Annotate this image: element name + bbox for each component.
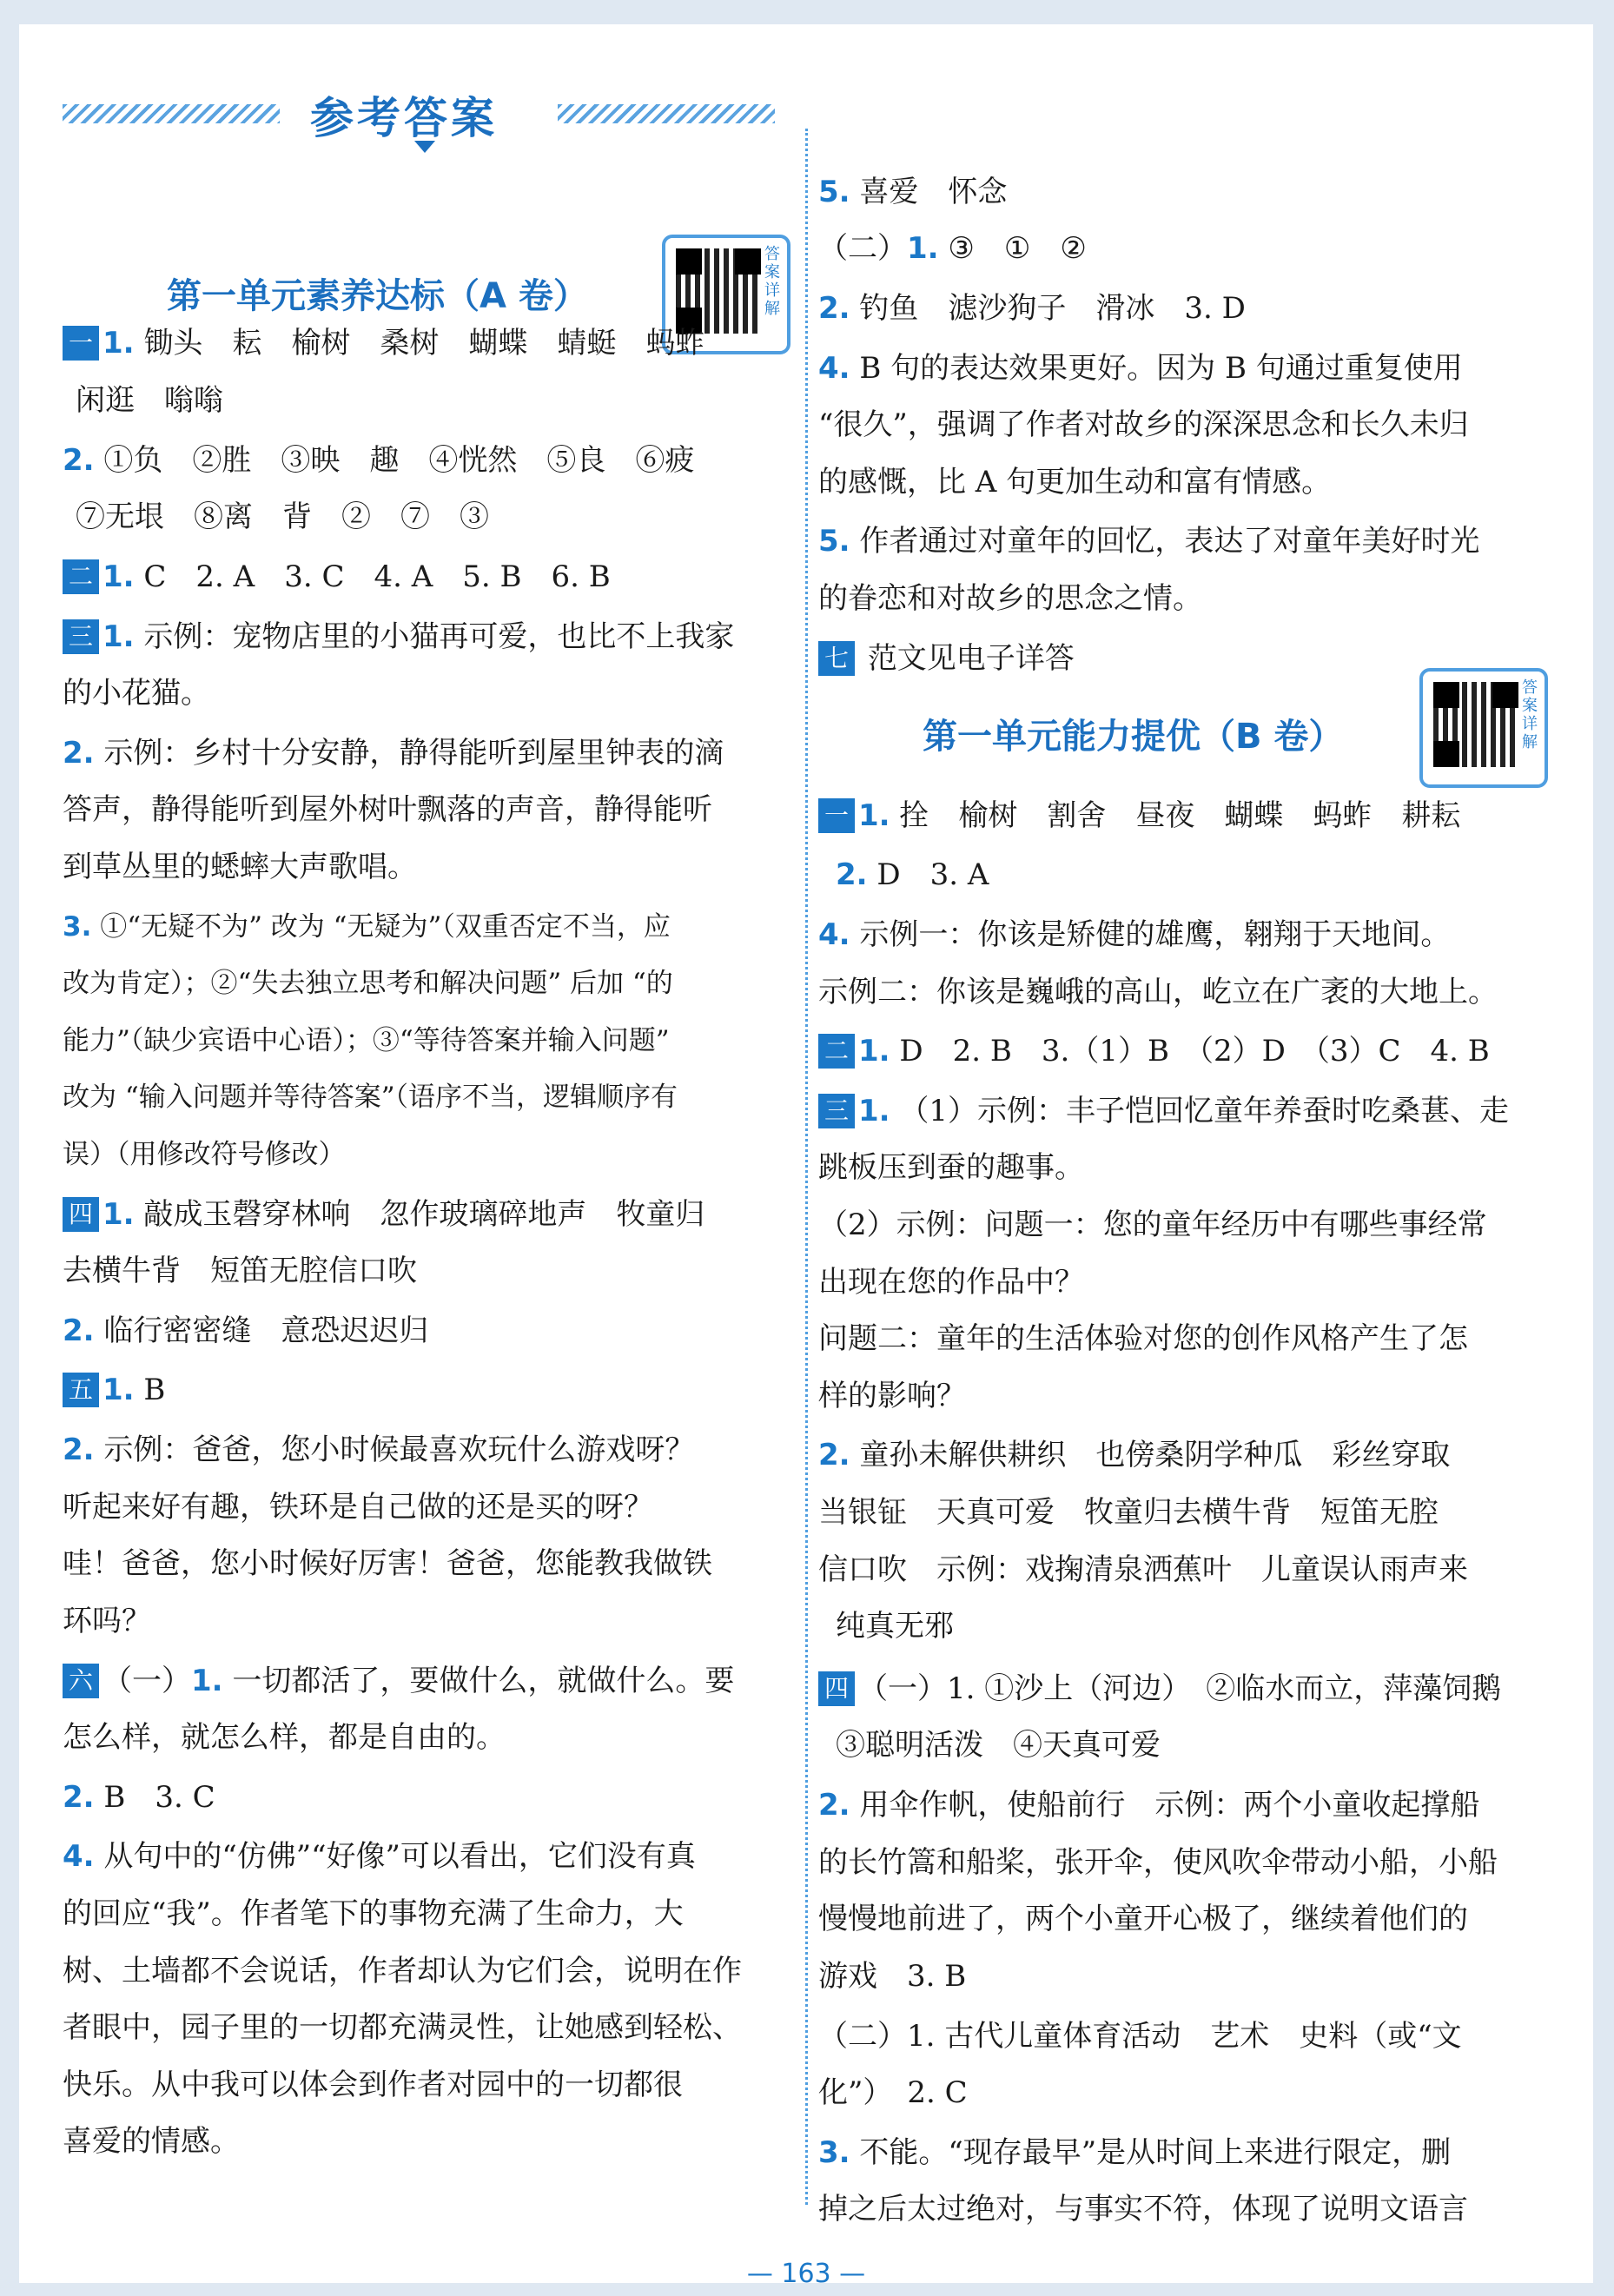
answer-line: 2. D 3. A: [836, 857, 989, 892]
answer-line: 答声，静得能听到屋外树叶飘落的声音，静得能听: [63, 792, 712, 827]
answer-line: 听起来好有趣，铁环是自己做的还是买的呀？: [63, 1490, 653, 1525]
section-badge: 四: [63, 1197, 99, 1232]
answer-line: 3. 不能。“现存最早”是从时间上来进行限定，删: [818, 2135, 1452, 2170]
main-title: [63, 83, 775, 144]
section-badge: 二: [63, 559, 99, 594]
answer-line: 改为 “输入问题并等待答案”（语序不当，逻辑顺序有: [63, 1082, 678, 1113]
answer-line: 4. 从句中的“仿佛”“好像”可以看出，它们没有真: [63, 1839, 696, 1874]
answer-line: 当银钲 天真可爱 牧童归去横牛背 短笛无腔: [818, 1495, 1439, 1530]
answer-line: 的感慨，比 A 句更加生动和富有情感。: [818, 465, 1332, 500]
title-arrow-icon: [414, 141, 435, 153]
answer-line: 2. ①负 ②胜 ③映 趣 ④恍然 ⑤良 ⑥疲: [63, 443, 695, 478]
answer-line: 一 1. 锄头 耘 榆树 桑树 蝴蝶 蜻蜓 蚂蚱: [63, 322, 801, 364]
answer-line: 快乐。从中我可以体会到作者对园中的一切都很: [63, 2068, 683, 2102]
section-badge: 二: [818, 1034, 855, 1069]
answer-line: 2. 临行密密缝 意恐迟迟归: [63, 1313, 429, 1348]
qr-label: 答案详解: [764, 245, 780, 318]
title-stripe-left: [63, 104, 280, 123]
answer-line: 2. 童孙未解供耕织 也傍桑阴学种瓜 彩丝穿取: [818, 1438, 1451, 1472]
answer-line: 纯真无邪: [836, 1609, 954, 1644]
answer-line: 去横牛背 短笛无腔信口吹: [63, 1254, 417, 1288]
answer-line: 改为肯定）；②“失去独立思考和解决问题” 后加 “的: [63, 968, 673, 999]
section-badge: 一: [818, 798, 855, 833]
answer-line: 问题二：童年的生活体验对您的创作风格产生了怎: [818, 1321, 1468, 1356]
answer-line: ③聪明活泼 ④天真可爱: [836, 1728, 1161, 1763]
answer-line: 四 （一）1. ①沙上（河边） ②临水而立，萍藻饲鹅: [818, 1668, 1565, 1710]
section-b-title: 第一单元能力提优（B 卷）: [923, 717, 1344, 757]
answer-line: 二 1. C 2. A 3. C 4. A 5. B 6. B: [63, 556, 801, 598]
section-badge: 五: [63, 1373, 99, 1407]
section-a-title: 第一单元素养达标（A 卷）: [167, 276, 588, 316]
answer-line: 2. 钓鱼 滤沙狗子 滑冰 3. D: [818, 291, 1246, 326]
answer-line: （2）示例：问题一：您的童年经历中有哪些事经常: [818, 1208, 1487, 1242]
answer-line: 3. ①“无疑不为” 改为 “无疑为”（双重否定不当，应: [63, 911, 671, 943]
answer-line: 树、土墙都不会说话，作者却认为它们会，说明在作: [63, 1954, 742, 1988]
answer-line: 2. B 3. C: [63, 1780, 215, 1815]
title-stripe-right: [558, 104, 775, 123]
answer-line: 闲逛 嗡嗡: [76, 383, 223, 418]
answer-line: 七 范文见电子详答: [818, 638, 1565, 679]
answer-page: [19, 24, 1593, 2289]
answer-line: ⑦无垠 ⑧离 背 ② ⑦ ③: [76, 500, 489, 534]
column-divider: [805, 129, 808, 2205]
section-badge: 一: [63, 326, 99, 361]
answer-line: 出现在您的作品中？: [818, 1265, 1084, 1300]
answer-line: 信口吹 示例：戏掬清泉洒蕉叶 儿童误认雨声来: [818, 1552, 1468, 1587]
answer-line: 2. 用伞作帆，使船前行 示例：两个小童收起撑船: [818, 1788, 1480, 1823]
qr-code-b[interactable]: [1419, 668, 1548, 788]
answer-line: 六 （一）1. 一切都活了，要做什么，就做什么。要: [63, 1660, 801, 1702]
answer-line: 四 1. 敲成玉磬穿林响 忽作玻璃碎地声 牧童归: [63, 1194, 801, 1235]
page-number: — 163 —: [746, 2259, 866, 2289]
answer-line: 5. 喜爱 怀念: [818, 175, 1008, 209]
answer-line: 五 1. B: [63, 1369, 801, 1411]
answer-line: 的眷恋和对故乡的思念之情。: [818, 581, 1202, 616]
answer-line: 2. 示例：爸爸，您小时候最喜欢玩什么游戏呀？: [63, 1433, 695, 1467]
answer-line: 的长竹篙和船桨，张开伞，使风吹伞带动小船，小船: [818, 1845, 1498, 1880]
section-badge: 六: [63, 1664, 99, 1698]
answer-line: 跳板压到蚕的趣事。: [818, 1150, 1084, 1185]
answer-line: 三 1. （1）示例：丰子恺回忆童年养蚕时吃桑葚、走: [818, 1090, 1565, 1132]
answer-line: 一 1. 拴 榆树 割舍 昼夜 蝴蝶 蚂蚱 耕耘: [818, 795, 1565, 837]
page-title: 参考答案: [310, 92, 498, 143]
answer-line: 掉之后太过绝对，与事实不符，体现了说明文语言: [818, 2192, 1468, 2227]
answer-line: 到草丛里的蟋蟀大声歌唱。: [63, 850, 417, 884]
answer-line: 三 1. 示例：宠物店里的小猫再可爱，也比不上我家: [63, 616, 801, 658]
answer-line: 游戏 3. B: [818, 1959, 967, 1994]
answer-line: 怎么样，就怎么样，都是自由的。: [63, 1720, 506, 1755]
section-badge: 三: [63, 619, 99, 654]
answer-line: 5. 作者通过对童年的回忆，表达了对童年美好时光: [818, 524, 1480, 559]
answer-line: 喜爱的情感。: [63, 2124, 240, 2159]
answer-line: 化”） 2. C: [818, 2075, 968, 2110]
answer-line: 环吗？: [63, 1604, 151, 1638]
answer-line: 误）（用修改符号修改）: [63, 1139, 346, 1170]
answer-line: 4. 示例一：你该是矫健的雄鹰，翱翔于天地间。: [818, 917, 1451, 952]
qr-code-icon: [676, 248, 761, 334]
answer-line: 样的影响？: [818, 1379, 966, 1413]
answer-line: 4. B 句的表达效果更好。因为 B 句通过重复使用: [818, 351, 1463, 386]
answer-line: （二）1. ③ ① ②: [818, 231, 1087, 266]
qr-code-icon: [1433, 682, 1518, 767]
section-badge: 七: [818, 641, 855, 676]
answer-line: 2. 示例：乡村十分安静，静得能听到屋里钟表的滴: [63, 736, 724, 771]
answer-line: （二）1. 古代儿童体育活动 艺术 史料（或“文: [818, 2019, 1462, 2054]
section-badge: 四: [818, 1671, 855, 1706]
answer-line: 者眼中，园子里的一切都充满灵性，让她感到轻松、: [63, 2010, 742, 2045]
section-badge: 三: [818, 1094, 855, 1128]
answer-line: 的小花猫。: [63, 676, 210, 711]
qr-label: 答案详解: [1522, 678, 1538, 751]
answer-line: 二 1. D 2. B 3.（1）B （2）D （3）C 4. B: [818, 1030, 1565, 1072]
answer-line: 慢慢地前进了，两个小童开心极了，继续着他们的: [818, 1902, 1468, 1936]
answer-line: 能力”（缺少宾语中心语）；③“等待答案并输入问题”: [63, 1025, 670, 1056]
answer-line: 示例二：你该是巍峨的高山，屹立在广袤的大地上。: [818, 975, 1498, 1009]
answer-line: 哇！爸爸，您小时候好厉害！爸爸，您能教我做铁: [63, 1546, 712, 1581]
answer-line: 的回应“我”。作者笔下的事物充满了生命力，大: [63, 1896, 684, 1931]
answer-line: “很久”，强调了作者对故乡的深深思念和长久未归: [818, 407, 1469, 442]
